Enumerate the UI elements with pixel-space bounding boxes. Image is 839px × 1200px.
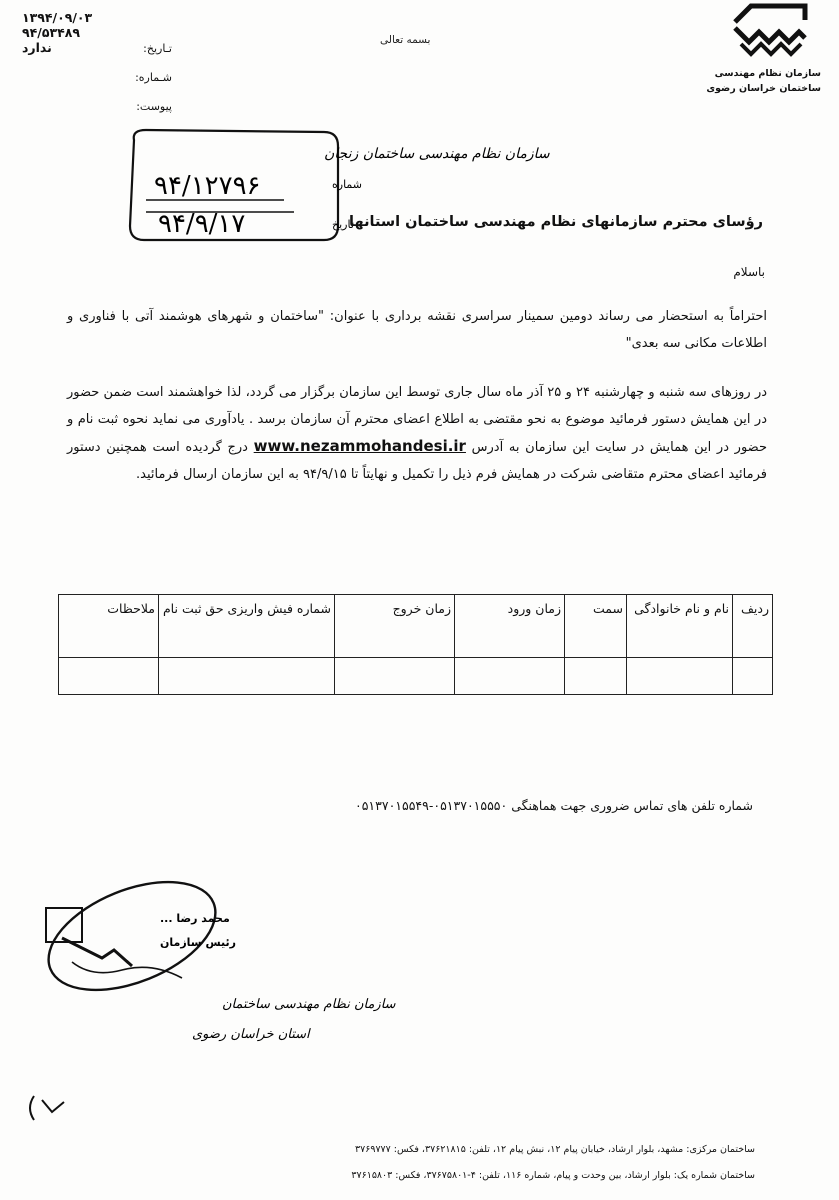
basmala: بسمه تعالی <box>380 34 431 46</box>
table-header-row <box>59 595 773 658</box>
signature-title: رئیس سازمان <box>160 936 236 949</box>
footer-address-central: ساختمان مرکزی: مشهد، بلوار ارشاد، خیابان پیام ۱۲، نبش پیام ۱۲، تلفن: ۳۷۶۲۱۸۱۵، فکس: ۳۷۶۹۷۷۷ <box>355 1144 755 1155</box>
stamp-org-line: سازمان نظام مهندسی ساختمان زنجان <box>324 146 550 162</box>
contact-phone-line: شماره تلفن های تماس ضروری جهت هماهنگی ۰۵۱۳۷۰۱۵۵۵۰-۰۵۱۳۷۰۱۵۵۴۹ <box>355 798 753 813</box>
registration-form-table <box>58 594 773 695</box>
header-row-number: ردیف <box>733 595 773 658</box>
signature-org-line1: سازمان نظام مهندسی ساختمان <box>222 997 396 1012</box>
letter-meta-labels <box>112 34 172 121</box>
signature-name: محمد رضا ... <box>160 912 230 925</box>
receipt-stamp <box>124 126 550 246</box>
table-cell[interactable] <box>565 658 627 695</box>
paragraph-details-part1: در روزهای سه شنبه و چهارشنبه ۲۴ و ۲۵ آذر ماه سال جاری توسط این سازمان برگزار می گردد، لذا خواهشمند است ضمن حضور در این همایش دستور فرمائید موضوع به نحو مقتضی به اطلاع اعضای محترم آن سازمان برسد . یادآوری می نماید نحوه ثبت نام و حضور در این همایش در سایت این سازمان به آدرس <box>67 385 768 455</box>
table-cell[interactable] <box>455 658 565 695</box>
stamp-number-label: شماره <box>332 178 363 191</box>
header-remarks: ملاحظات <box>59 595 159 658</box>
website-link[interactable]: www.nezammohandesi.ir <box>253 437 466 455</box>
paragraph-details-part2: درج گردیده است همچنین دستور فرمائید اعضای محترم متقاضی شرکت در همایش فرم ذیل را تکمیل و نهایتاً تا ۹۴/۹/۱۵ به این سازمان ارسال فرمائید. <box>67 440 767 482</box>
date-label: تـاریخ: <box>143 42 172 55</box>
stamp-date-label: تاریخ <box>332 218 354 231</box>
recipient-line: رؤسای محترم سازمانهای نظام مهندسی ساختمان استانها <box>349 214 763 230</box>
paragraph-intro: احتراماً به استحضار می رساند دومین سمینار سراسری نقشه برداری با عنوان: "ساختمان و شهرهای هوشمند آتی با فناوری و اطلاعات مکانی سه بعدی" <box>67 309 767 351</box>
paragraph-details <box>67 379 767 488</box>
org-logo-icon <box>729 2 811 58</box>
greeting: باسلام <box>733 265 765 279</box>
org-name-line1: سازمان نظام مهندسی <box>714 68 821 79</box>
table-cell[interactable] <box>733 658 773 695</box>
handwritten-mark-icon <box>24 1088 72 1128</box>
stamp-date-value: ۹۴/۹/۱۷ <box>158 209 246 239</box>
org-name-line2: ساختمان خراسان رضوی <box>706 83 821 94</box>
number-label: شـماره: <box>135 71 172 84</box>
attachment-label: پیوست: <box>136 100 172 113</box>
table-cell[interactable] <box>335 658 455 695</box>
letter-meta-values <box>22 10 92 55</box>
org-name <box>681 66 821 96</box>
footer-address-branch: ساختمان شماره یک: بلوار ارشاد، بین وحدت و پیام، شماره ۱۱۶، تلفن: ۴-۳۷۶۷۵۸۰۱، فکس: ۳۷۶۱۵۸۰۳ <box>351 1170 755 1181</box>
header-exit-time: زمان خروج <box>335 595 455 658</box>
header-full-name: نام و نام خانوادگی <box>627 595 733 658</box>
signature-stamp <box>32 878 396 1058</box>
header-entry-time: زمان ورود <box>455 595 565 658</box>
table-cell[interactable] <box>159 658 335 695</box>
stamp-number-value: ۹۴/۱۲۷۹۶ <box>154 171 261 201</box>
header-receipt-number: شماره فیش واریزی حق ثبت نام <box>159 595 335 658</box>
table-cell[interactable] <box>627 658 733 695</box>
table-cell[interactable] <box>59 658 159 695</box>
letter-attachment-value: ندارد <box>22 40 52 55</box>
table-row <box>59 658 773 695</box>
letter-number-value: ۹۴/۵۳۴۸۹ <box>22 25 80 40</box>
signature-org-line2: استان خراسان رضوی <box>192 1027 310 1042</box>
letter-date-value: ۱۳۹۴/۰۹/۰۳ <box>22 10 93 25</box>
header-position: سمت <box>565 595 627 658</box>
